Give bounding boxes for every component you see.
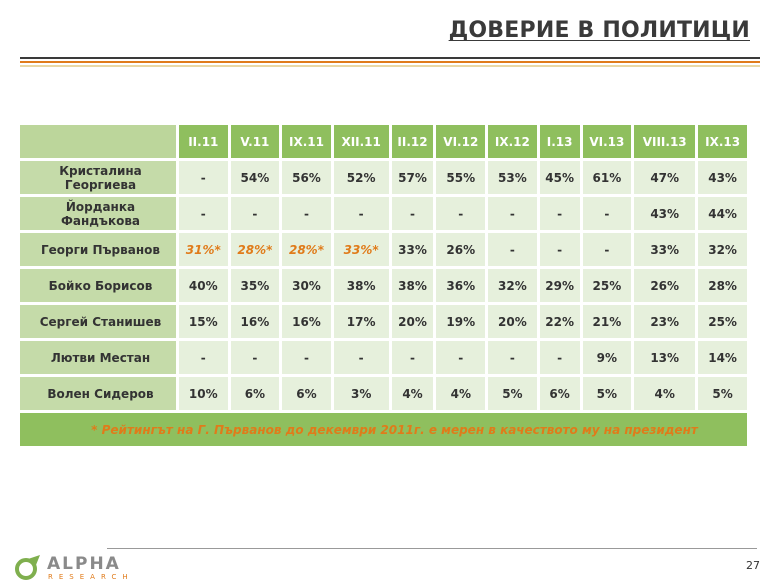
rating-cell: 16% — [282, 305, 331, 338]
rating-cell: 26% — [436, 233, 485, 266]
rating-cell: 54% — [231, 161, 280, 194]
table-body — [20, 161, 747, 446]
rating-cell: 28%* — [282, 233, 331, 266]
rating-cell: 10% — [179, 377, 228, 410]
rating-cell: 6% — [231, 377, 280, 410]
rating-cell: - — [179, 161, 228, 194]
stripe-dark — [20, 57, 760, 59]
rating-cell: 56% — [282, 161, 331, 194]
rating-cell: - — [540, 233, 580, 266]
rating-cell: 3% — [334, 377, 389, 410]
rating-cell: 28%* — [231, 233, 280, 266]
rating-cell: 20% — [392, 305, 434, 338]
rating-cell: 20% — [488, 305, 537, 338]
period-header: VIII.13 — [634, 125, 695, 158]
alpha-logo-icon — [14, 553, 44, 581]
rating-cell: 9% — [583, 341, 632, 374]
rating-cell: 52% — [334, 161, 389, 194]
table-row — [20, 305, 747, 338]
politician-name: Йорданка Фандъкова — [20, 197, 176, 230]
alpha-research-logo — [14, 551, 144, 583]
rating-cell: 13% — [634, 341, 695, 374]
rating-cell: 5% — [698, 377, 747, 410]
rating-cell: 5% — [488, 377, 537, 410]
rating-cell: 32% — [698, 233, 747, 266]
rating-cell: 53% — [488, 161, 537, 194]
corner-cell — [20, 125, 176, 158]
rating-cell: - — [540, 197, 580, 230]
table-row — [20, 233, 747, 266]
politician-name: Волен Сидеров — [20, 377, 176, 410]
logo-subtitle: RESEARCH — [48, 573, 134, 581]
rating-cell: 43% — [634, 197, 695, 230]
rating-cell: 6% — [282, 377, 331, 410]
rating-cell: 23% — [634, 305, 695, 338]
rating-cell: 38% — [334, 269, 389, 302]
page-title: ДОВЕРИЕ В ПОЛИТИЦИ — [448, 18, 750, 43]
rating-cell: 55% — [436, 161, 485, 194]
period-header: IX.13 — [698, 125, 747, 158]
rating-cell: - — [488, 197, 537, 230]
rating-cell: 44% — [698, 197, 747, 230]
rating-cell: 6% — [540, 377, 580, 410]
period-header: V.11 — [231, 125, 280, 158]
period-header: II.11 — [179, 125, 228, 158]
rating-cell: - — [334, 341, 389, 374]
rating-cell: 14% — [698, 341, 747, 374]
rating-cell: 28% — [698, 269, 747, 302]
rating-cell: - — [488, 233, 537, 266]
table-row — [20, 197, 747, 230]
trust-table — [17, 122, 750, 449]
rating-cell: 4% — [436, 377, 485, 410]
rating-cell: 33% — [392, 233, 434, 266]
politician-name: Георги Първанов — [20, 233, 176, 266]
rating-cell: - — [231, 197, 280, 230]
rating-cell: - — [179, 341, 228, 374]
rating-cell: - — [179, 197, 228, 230]
title-stripes — [20, 57, 760, 69]
rating-cell: 16% — [231, 305, 280, 338]
rating-cell: 33%* — [334, 233, 389, 266]
politician-name: Сергей Станишев — [20, 305, 176, 338]
period-header: VI.12 — [436, 125, 485, 158]
rating-cell: - — [392, 197, 434, 230]
rating-cell: 43% — [698, 161, 747, 194]
rating-cell: - — [583, 197, 632, 230]
period-header: IX.12 — [488, 125, 537, 158]
rating-cell: 25% — [583, 269, 632, 302]
rating-cell: - — [488, 341, 537, 374]
rating-cell: 25% — [698, 305, 747, 338]
rating-cell: 40% — [179, 269, 228, 302]
period-header: XII.11 — [334, 125, 389, 158]
footnote: * Рейтингът на Г. Първанов до декември 2011г. е мерен в качеството му на президент — [20, 413, 747, 446]
rating-cell: 57% — [392, 161, 434, 194]
rating-cell: - — [282, 341, 331, 374]
table-row — [20, 341, 747, 374]
rating-cell: 31%* — [179, 233, 228, 266]
rating-cell: - — [282, 197, 331, 230]
footer-divider — [107, 548, 757, 549]
rating-cell: - — [540, 341, 580, 374]
footnote-row — [20, 413, 747, 446]
rating-cell: 45% — [540, 161, 580, 194]
rating-cell: 33% — [634, 233, 695, 266]
rating-cell: 26% — [634, 269, 695, 302]
rating-cell: - — [392, 341, 434, 374]
politician-name: Кристалина Георгиева — [20, 161, 176, 194]
rating-cell: - — [334, 197, 389, 230]
table-row — [20, 161, 747, 194]
rating-cell: 21% — [583, 305, 632, 338]
stripe-cream — [20, 65, 760, 67]
rating-cell: 47% — [634, 161, 695, 194]
period-header: I.13 — [540, 125, 580, 158]
period-header: IX.11 — [282, 125, 331, 158]
rating-cell: 36% — [436, 269, 485, 302]
rating-cell: 22% — [540, 305, 580, 338]
rating-cell: 35% — [231, 269, 280, 302]
period-header: II.12 — [392, 125, 434, 158]
rating-cell: 29% — [540, 269, 580, 302]
rating-cell: 4% — [634, 377, 695, 410]
table-row — [20, 377, 747, 410]
rating-cell: 5% — [583, 377, 632, 410]
rating-cell: - — [231, 341, 280, 374]
rating-cell: 30% — [282, 269, 331, 302]
rating-cell: 61% — [583, 161, 632, 194]
period-header: VI.13 — [583, 125, 632, 158]
stripe-orange — [20, 61, 760, 63]
table-row — [20, 269, 747, 302]
page-number: 27 — [746, 559, 760, 572]
rating-cell: 4% — [392, 377, 434, 410]
rating-cell: 15% — [179, 305, 228, 338]
logo-name: ALPHA — [47, 554, 121, 574]
politician-name: Лютви Местан — [20, 341, 176, 374]
rating-cell: 32% — [488, 269, 537, 302]
rating-cell: - — [583, 233, 632, 266]
rating-cell: 19% — [436, 305, 485, 338]
header-row — [20, 125, 747, 158]
rating-cell: - — [436, 197, 485, 230]
rating-cell: 17% — [334, 305, 389, 338]
rating-cell: 38% — [392, 269, 434, 302]
rating-cell: - — [436, 341, 485, 374]
politician-name: Бойко Борисов — [20, 269, 176, 302]
